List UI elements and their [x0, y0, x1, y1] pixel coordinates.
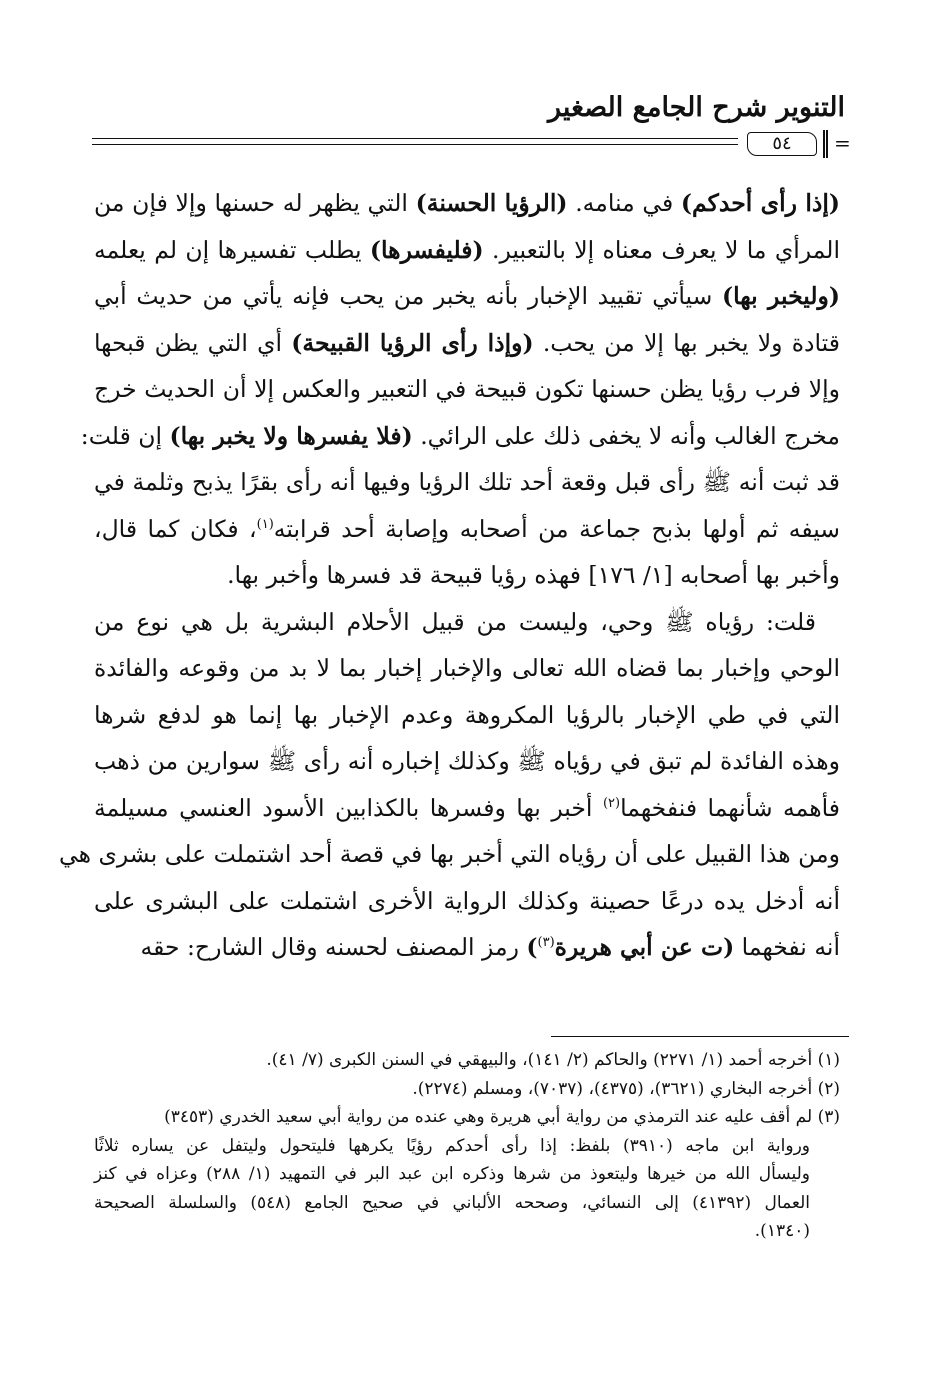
commentary-text: قتادة ولا يخبر بها إلا من يحب.: [533, 328, 840, 357]
body-line: [94, 738, 840, 785]
body-line: [94, 227, 840, 274]
running-header-title: التنوير شرح الجامع الصغير: [548, 92, 845, 123]
header-rule-line-bottom: [92, 144, 738, 145]
commentary-text: قلت: رؤياه ﷺ وحي، وليست من قبيل الأحلام البشرية بل هي نوع من: [94, 607, 816, 636]
commentary-text: أخبر بها وفسرها بالكذابين الأسود العنسي مسيلمة: [94, 793, 603, 822]
header-rule: [92, 131, 851, 156]
body-line: [94, 459, 840, 506]
commentary-text: رمز المصنف لحسنه وقال الشارح: حقه: [140, 933, 527, 961]
commentary-text: وأخبر بها أصحابه [١/ ١٧٦] فهذه رؤيا قبيحة قد فسرها وأخبر بها.: [227, 561, 840, 589]
body-line: [94, 273, 840, 320]
footnote-continuation: (١٣٤٠).: [754, 1221, 810, 1241]
commentary-text: التي يظهر له حسنها وإلا فإن من: [94, 189, 416, 217]
body-line: [94, 320, 840, 367]
footnote-continuation: العمال (٤١٣٩٢) إلى النسائي، وصححه الألباني في صحيح الجامع (٥٤٨) والسلسلة الصحيحة: [94, 1192, 810, 1213]
commentary-text: إن قلت:: [80, 421, 170, 450]
body-line: [94, 924, 840, 971]
hadith-quote: (فلا يفسرها ولا يخبر بها): [169, 421, 413, 450]
commentary-text: سيأتي تقييد الإخبار بأنه يخبر من يحب فإنه يأتي من حديث أبي: [94, 282, 723, 310]
footnotes: [94, 1046, 840, 1246]
footnote-ref[interactable]: (١): [256, 516, 274, 532]
body-line: [94, 645, 840, 692]
footnote-number: (٢): [817, 1078, 840, 1099]
hadith-quote: (الرؤيا الحسنة): [415, 189, 568, 217]
commentary-text: سيفه ثم أولها بذبح جماعة من أصحابه وإصابة أحد قرابته: [273, 514, 840, 543]
commentary-text: الوحي وإخبار بما قضاه الله تعالى والإخبار إخبار بما لا بد من وقوعه والفائدة: [94, 654, 840, 682]
hadith-quote: (وليخبر بها): [722, 282, 840, 310]
header-marker: =: [834, 131, 851, 155]
body-line: [94, 552, 840, 599]
body-line: [94, 506, 840, 553]
body-line: [94, 878, 840, 925]
commentary-text: وإلا فرب رؤيا يظن حسنها تكون قبيحة في التعبير والعكس إلا أن الحديث خرج: [94, 375, 840, 403]
footnote: [94, 1103, 840, 1132]
commentary-text: أنه أدخل يده درعًا حصينة وكذلك الرواية الأخرى اشتملت على البشرى على: [94, 886, 840, 915]
body-line: [94, 599, 840, 646]
commentary-text: فأهمه شأنهما فنفخهما: [620, 793, 840, 822]
body-line: [94, 692, 840, 739]
body-text: [59, 180, 840, 971]
footnote-text: لم أقف عليه عند الترمذي من رواية أبي هريرة وهي عنده من رواية أبي سعيد الخدري (٣٤٥٣): [164, 1107, 818, 1127]
commentary-text: مخرج الغالب وأنه لا يخفى ذلك على الرائي.: [412, 421, 840, 450]
commentary-text: قد ثبت أنه ﷺ رأى قبل وقعة أحد تلك الرؤيا وفيها أنه رأى بقرًا يذبح وثلمة في: [94, 468, 840, 496]
body-line: [94, 785, 840, 832]
commentary-text: أنه نفخهما: [734, 933, 840, 961]
header-rule-line-top: [92, 138, 738, 139]
body-line: [94, 366, 840, 413]
commentary-text: وهذه الفائدة لم تبق في رؤياه ﷺ وكذلك إخباره أنه رأى ﷺ سوارين من ذهب: [94, 747, 840, 775]
commentary-text: أي التي يظن قبحها: [94, 328, 292, 357]
footnote: [94, 1046, 840, 1075]
commentary-text: ومن هذا القبيل على أن رؤياه التي أخبر بها في قصة أحد اشتملت على بشرى هي: [59, 840, 840, 868]
commentary-text: في منامه.: [567, 189, 681, 217]
commentary-text: المرأي ما لا يعرف معناه إلا بالتعبير.: [483, 235, 840, 264]
body-line: [59, 831, 840, 878]
footnote-continuation: ورواية ابن ماجه (٣٩١٠) بلفظ: إذا رأى أحدكم رؤيًا يكرهها فليتحول وليتفل عن يساره ثلاثًا: [94, 1135, 810, 1156]
body-line: [80, 413, 840, 460]
commentary-text: ، فكان كما قال،: [94, 514, 257, 543]
hadith-quote: (إذا رأى أحدكم): [680, 189, 840, 217]
page-number: ٥٤: [747, 132, 817, 156]
page-number-edge-ornament: [823, 130, 828, 158]
hadith-quote: (فليفسرها): [369, 235, 484, 264]
footnote-text: أخرجه أحمد (١/ ٢٢٧١) والحاكم (٢/ ١٤١)، والبيهقي في السنن الكبرى (٧/ ٤١).: [266, 1050, 818, 1070]
hadith-quote: (ت عن أبي هريرة: [554, 933, 735, 961]
hadith-quote: (وإذا رأى الرؤيا القبيحة): [291, 328, 534, 357]
footnote-separator: [551, 1036, 849, 1037]
commentary-text: يطلب تفسيرها إن لم يعلمه: [94, 235, 370, 264]
footnote-ref[interactable]: (٢): [602, 795, 621, 811]
footnote-number: (٣): [817, 1107, 840, 1127]
footnote-number: (١): [817, 1050, 840, 1070]
hadith-quote: ): [526, 933, 538, 961]
footnote-ref[interactable]: (٣): [537, 935, 555, 951]
footnote-continuation: وليسأل الله من خيرها وليتعوذ من شرها وذكره ابن عبد البر في التمهيد (١/ ٢٨٨) وعزاه في كنز: [94, 1164, 811, 1184]
footnote: [94, 1075, 840, 1104]
body-line: [94, 180, 840, 227]
commentary-text: التي في طي الإخبار بالرؤيا المكروهة وعدم الإخبار بها إنما هو لدفع شرها: [94, 700, 840, 729]
footnote-text: أخرجه البخاري (٣٦٢١)، (٤٣٧٥)، (٧٠٣٧)، ومسلم (٢٢٧٤).: [412, 1078, 818, 1099]
